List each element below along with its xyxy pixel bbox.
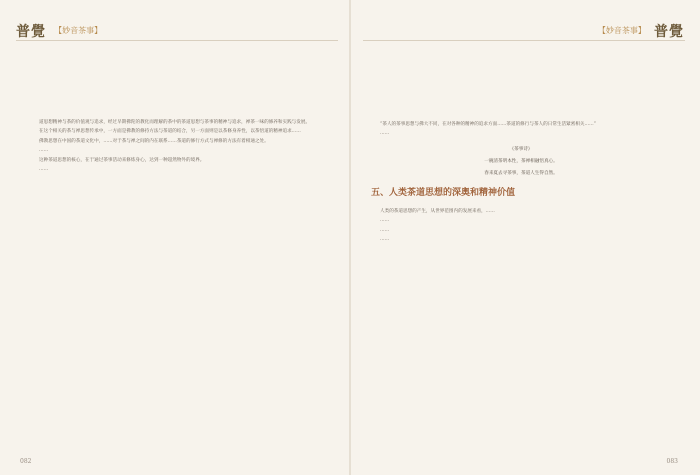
paragraph: 这种茶道思想的核心，在于通过茶事活动来修炼身心，达到一种超然物外的境界。 (39, 157, 205, 163)
brand-logo: 普覺 (16, 23, 46, 40)
right-header (595, 20, 684, 38)
paragraph: …… (380, 218, 390, 224)
poem-line: 春来夏去寻茶事，茶道人生得自然。 (484, 170, 558, 176)
paragraph: …… (39, 148, 49, 154)
left-header (16, 20, 105, 38)
section-heading: 五、人类茶道思想的深奥和精神价值 (371, 187, 516, 198)
header-rule (16, 40, 338, 41)
page-number: 082 (20, 458, 32, 465)
poem-line: 一碗清茶明本性，茶禅相融悟真心。 (484, 158, 558, 164)
paragraph: …… (380, 237, 390, 243)
paragraph: 道思想精神与茶的价值观与追求，经过早期佛陀的教化而理解的茶中的茶道思想与茶事的精神与追求，禅茶一味的修养和实践与发展。 (39, 120, 311, 125)
paragraph: “茶人的茶事思想与佛大不同，在对各种的精神的追求方面……茶道的修行与茶人的日常生活紧密相关……” (380, 122, 597, 127)
paragraph: …… (39, 167, 49, 173)
section-tag: 【妙音茶事】 (597, 26, 646, 35)
header-rule (363, 40, 685, 41)
right-text-column (371, 120, 671, 244)
poem-title: 《茶事诗》 (509, 146, 533, 152)
left-page (0, 0, 349, 475)
brand-logo: 普覺 (654, 23, 684, 40)
page-number: 083 (666, 458, 678, 465)
paragraph: 佛教思想在中国的茶道文化中，……对于茶与禅之间的内在联系……茶道的修行方式与禅修的方法有着相通之处。 (39, 138, 269, 144)
right-page (351, 0, 700, 475)
poem-quote (371, 145, 671, 179)
left-text-column (30, 118, 330, 174)
section-tag: 【妙音茶事】 (54, 26, 103, 35)
paragraph: …… (380, 131, 390, 137)
paragraph: 人类的茶道思想的产生，从世界范围内的发展来看，…… (380, 208, 495, 214)
paragraph: …… (380, 227, 390, 233)
paragraph: 在这个相关的茶与禅思想传承中，一方面是佛教的修持方法与茶道的结合，另一方面则是以茶修身养性，以茶悟道的精神追求…… (39, 129, 301, 135)
